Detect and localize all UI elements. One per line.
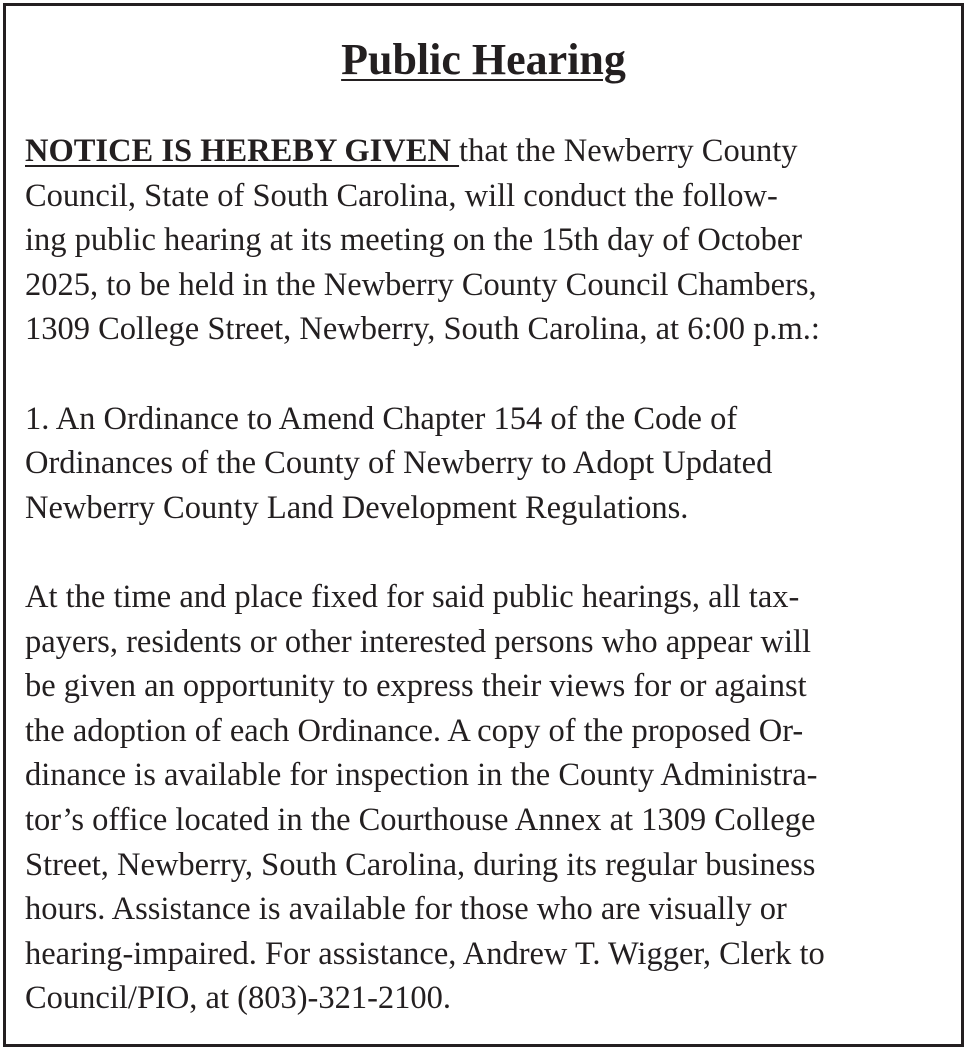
notice-line: Ordinances of the County of Newberry to Adopt Updated xyxy=(25,445,773,482)
notice-line: hearing-impaired. For assistance, Andrew T. Wigger, Clerk to xyxy=(25,935,825,972)
notice-line: 2025, to be held in the Newberry County Council Chambers, xyxy=(25,266,817,303)
notice-line: 1. An Ordinance to Amend Chapter 154 of the Code of xyxy=(25,400,738,437)
notice-line: hours. Assistance is available for those who are visually or xyxy=(25,891,787,928)
notice-paragraph-ordinance xyxy=(25,397,955,531)
notice-line: payers, residents or other interested persons who appear will xyxy=(25,623,812,660)
notice-lead: NOTICE IS HEREBY GIVEN xyxy=(25,133,460,169)
notice-line: Street, Newberry, South Carolina, during its regular business xyxy=(25,846,816,883)
notice-title xyxy=(6,32,961,88)
notice-line: be given an opportunity to express their views for or against xyxy=(25,668,807,705)
notice-title-text: Public Hearing xyxy=(341,35,626,84)
notice-line: ing public hearing at its meeting on the 15th day of October xyxy=(25,222,803,259)
notice-line: 1309 College Street, Newberry, South Carolina, at 6:00 p.m.: xyxy=(25,311,820,348)
notice-paragraph-intro xyxy=(25,129,955,352)
notice-paragraph-details xyxy=(25,575,955,1021)
notice-line xyxy=(25,129,955,174)
public-notice xyxy=(3,3,964,1047)
notice-line: Council, State of South Carolina, will conduct the follow- xyxy=(25,177,778,214)
notice-line: At the time and place fixed for said public hearings, all tax- xyxy=(25,578,800,615)
notice-body xyxy=(25,129,955,1021)
notice-line: tor’s office located in the Courthouse Annex at 1309 College xyxy=(25,801,816,838)
notice-line: Newberry County Land Development Regulations. xyxy=(25,489,689,526)
notice-line: the adoption of each Ordinance. A copy of the proposed Or- xyxy=(25,712,804,749)
notice-line-text: that the Newberry County xyxy=(459,133,798,169)
notice-line: dinance is available for inspection in the County Administra- xyxy=(25,757,818,794)
notice-line: Council/PIO, at (803)-321-2100. xyxy=(25,980,452,1017)
